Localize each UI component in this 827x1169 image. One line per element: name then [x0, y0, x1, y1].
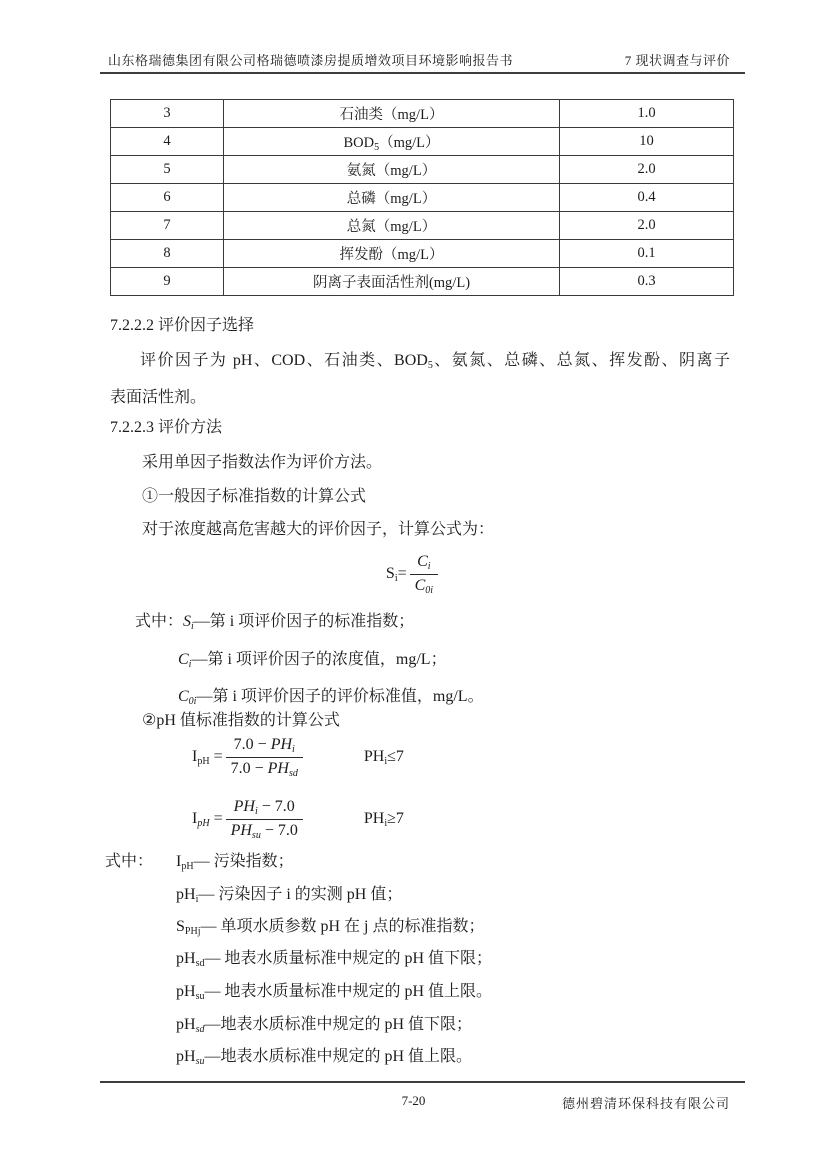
formula-ph2-lhs: IpH =: [192, 810, 223, 829]
header-title-right: 7 现状调查与评价: [624, 53, 730, 68]
formula-ph-high: [192, 798, 404, 841]
formula-ph-low: [192, 736, 404, 779]
cell-item: 氨氮（mg/L）: [224, 156, 560, 184]
table-row: [111, 128, 734, 156]
section-heading-7222: 7.2.2.2 评价因子选择: [110, 317, 255, 334]
formula-si: [0, 546, 827, 602]
formula-ph2-condition: PHi≥7: [363, 810, 404, 829]
section-heading-7223: 7.2.2.3 评价方法: [110, 419, 223, 436]
cell-item: 挥发酚（mg/L）: [224, 240, 560, 268]
cell-value: 0.3: [560, 268, 734, 296]
ph-def-line: pHsu—地表水质标准中规定的 pH 值上限。: [176, 1048, 473, 1067]
cell-value: 0.4: [560, 184, 734, 212]
cell-item: 总氮（mg/L）: [224, 212, 560, 240]
formula-ph2-fraction: $\frac{\text{PHi − 7.0}}{\text{PHsu − 7.0}}$: [226, 798, 303, 841]
table-row: [111, 184, 734, 212]
cell-item: $BOD_5(mg/L)$: [224, 128, 560, 156]
cell-item: 石油类（mg/L）: [224, 100, 560, 128]
cell-no: 3: [111, 100, 224, 128]
formula-si-fraction: $\frac{Ci}{C0i}$: [410, 553, 438, 596]
table-row: [111, 240, 734, 268]
cell-value: 10: [560, 128, 734, 156]
cell-no: 5: [111, 156, 224, 184]
cell-item: 总磷（mg/L）: [224, 184, 560, 212]
table-row: [111, 100, 734, 128]
ph-def-line: pHsu— 地表水质量标准中规定的 pH 值上限。: [176, 983, 493, 1002]
si-def-line: Ci—第 i 项评价因子的浓度值，mg/L；: [178, 651, 447, 670]
header-rule: [100, 72, 745, 74]
footer-company: 德州碧清环保科技有限公司: [561, 1096, 730, 1111]
formula-ph1-lhs: IpH =: [192, 748, 223, 767]
si-def-line: 式中：Si—第 i 项评价因子的标准指数；: [135, 613, 415, 632]
formula-ph1-fraction: $\frac{\text{7.0 − PHi}}{\text{7.0 − PHsd}}$: [226, 736, 303, 779]
header-title-left: 山东格瑞德集团有限公司格瑞德喷漆房提质增效项目环境影响报告书: [108, 53, 514, 68]
ph-def-line: SPHj— 单项水质参数 pH 在 j 点的标准指数；: [176, 918, 485, 937]
ph-def-line: pHsd—地表水质标准中规定的 pH 值下限；: [176, 1016, 473, 1035]
cell-no: 8: [111, 240, 224, 268]
table-row: [111, 156, 734, 184]
footer-page-number: 7-20: [401, 1093, 426, 1108]
table-row: [111, 268, 734, 296]
cell-value: 0.1: [560, 240, 734, 268]
paragraph-method: 采用单因子指数法作为评价方法。: [142, 454, 383, 471]
cell-no: 9: [111, 268, 224, 296]
si-def-line: C0i—第 i 项评价因子的评价标准值，mg/L。: [178, 688, 484, 707]
table-row: [111, 212, 734, 240]
cell-value: 2.0: [560, 156, 734, 184]
cell-value: 1.0: [560, 100, 734, 128]
cell-value: 2.0: [560, 212, 734, 240]
cell-no: 4: [111, 128, 224, 156]
ph-defs-label: 式中：: [105, 853, 154, 870]
formula-si-lhs: Si=: [385, 564, 407, 584]
page-header: [108, 50, 730, 69]
paragraph-formula1-intro: 对于浓度越高危害越大的评价因子，计算公式为：: [142, 521, 495, 538]
cell-no: 7: [111, 212, 224, 240]
ph-def-line: IpH— 污染指数；: [176, 853, 294, 872]
paragraph-factors-line2: 表面活性剂。: [110, 389, 207, 406]
formula-ph1-condition: PHi≤7: [363, 748, 404, 767]
ph-def-line: pHi— 污染因子 i 的实测 pH 值；: [176, 886, 403, 905]
standards-table: [110, 99, 734, 296]
cell-item: 阴离子表面活性剂(mg/L): [224, 268, 560, 296]
paragraph-formula1-title: ①一般因子标准指数的计算公式: [142, 488, 367, 505]
paragraph-factors-line1: 评价因子为 pH、COD、石油类、BOD5、氨氮、总磷、总氮、挥发酚、阴离子: [140, 352, 730, 371]
ph-def-line: pHsd— 地表水质量标准中规定的 pH 值下限；: [176, 950, 493, 969]
paragraph-formula2-title: ②pH 值标准指数的计算公式: [142, 712, 340, 729]
footer-rule: [100, 1081, 745, 1083]
cell-no: 6: [111, 184, 224, 212]
